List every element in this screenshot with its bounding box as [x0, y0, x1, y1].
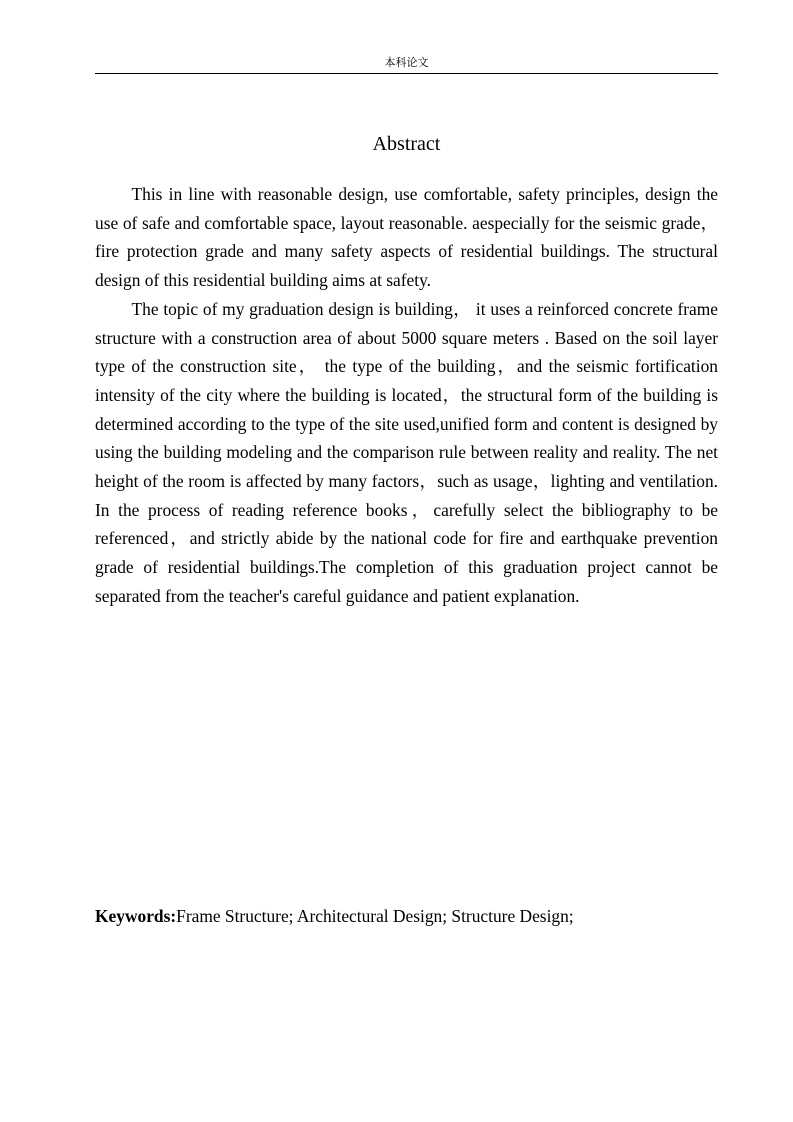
abstract-title: Abstract	[372, 133, 441, 155]
header-rule	[95, 73, 718, 74]
abstract-body	[95, 180, 718, 611]
abstract-paragraph-1: This in line with reasonable design, use comfortable, safety principles, design the use of safe and comfortable space, layout reasonable. aespecially for the seismic grade， fire protection grade and many safety aspects of residential buildings. The structural design of this residential building aims at safety.	[95, 184, 718, 291]
keywords-text: Frame Structure; Architectural Design; Structure Design;	[176, 906, 574, 926]
keywords-line	[95, 903, 718, 929]
abstract-paragraph-2: The topic of my graduation design is building， it uses a reinforced concrete frame structure with a construction area of about 5000 square meters . Based on the soil layer type of the construction site， the type of the building，and the seismic fortification intensity of the city where the building is located，the structural form of the building is determined according to the type of the site used,unified form and content is designed by using the building modeling and the comparison rule between reality and reality. The net height of the room is affected by many factors，such as usage，lighting and ventilation. In the process of reading reference books，carefully select the bibliography to be referenced，and strictly abide by the national code for fire and earthquake prevention grade of residential buildings.The completion of this graduation project cannot be separated from the teacher's careful guidance and patient explanation.	[95, 298, 718, 606]
keywords-label: Keywords:	[95, 906, 177, 926]
running-header: 本科论文	[384, 56, 429, 69]
